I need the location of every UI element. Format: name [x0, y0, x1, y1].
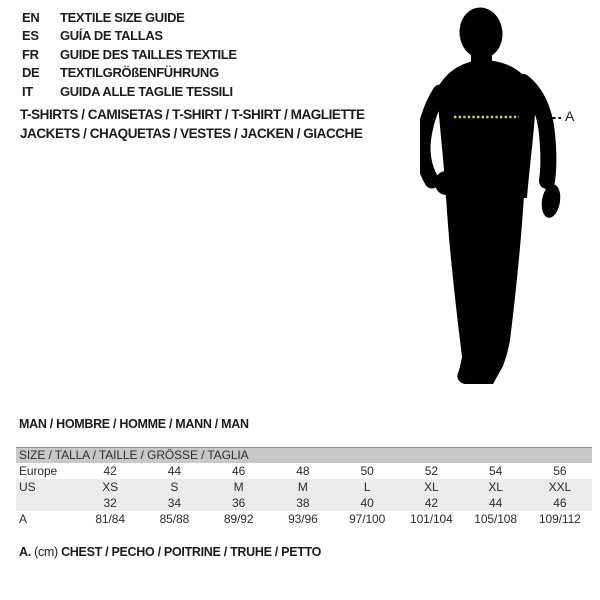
language-label: GUIDA ALLE TAGLIE TESSILI — [60, 83, 233, 99]
man-silhouette-figure — [420, 0, 600, 400]
us-number-cell: 40 — [360, 496, 374, 510]
us-number-cell: 38 — [296, 496, 310, 510]
us-size-cell: S — [170, 480, 179, 494]
footnote-text: CHEST / PECHO / POITRINE / TRUHE / PETTO — [61, 545, 322, 559]
language-row-it — [22, 83, 237, 101]
category-jackets: JACKETS / CHAQUETAS / VESTES / JACKEN / GIACCHE — [20, 125, 363, 141]
europe-size-cell: 54 — [489, 464, 503, 478]
language-label: GUÍA DE TALLAS — [60, 28, 163, 44]
language-code: IT — [22, 83, 33, 99]
language-label: TEXTILE SIZE GUIDE — [60, 10, 185, 25]
row-label-us: US — [19, 480, 36, 494]
us-size-cell: XL — [424, 480, 439, 494]
us-number-cell: 44 — [489, 496, 503, 510]
language-row-es — [22, 27, 237, 45]
footnote-marker: A. — [19, 545, 31, 559]
language-list — [22, 9, 237, 101]
chest-cm-cell: 85/88 — [159, 512, 190, 526]
europe-size-cell: 50 — [360, 464, 374, 478]
table-row-us-letters — [16, 479, 592, 495]
section-title-man: MAN / HOMBRE / HOMME / MANN / MAN — [19, 417, 249, 431]
measurement-footnote — [19, 544, 321, 561]
man-silhouette-svg — [420, 0, 600, 400]
language-row-fr — [22, 46, 237, 64]
us-size-cell: XS — [102, 480, 119, 494]
measure-label-a: A — [565, 108, 575, 124]
footnote-unit: (cm) — [34, 545, 58, 559]
language-code: DE — [22, 65, 40, 81]
table-row-us-numbers — [16, 495, 592, 511]
language-row-de — [22, 64, 237, 82]
us-number-cell: 36 — [232, 496, 246, 510]
language-label: TEXTILGRÖßENFÜHRUNG — [60, 65, 219, 81]
us-number-cell: 46 — [553, 496, 567, 510]
us-number-cell: 42 — [424, 496, 438, 510]
chest-cm-cell: 89/92 — [223, 512, 254, 526]
us-size-cell: M — [297, 480, 308, 494]
europe-size-cell: 52 — [424, 464, 438, 478]
us-size-cell: XXL — [548, 480, 572, 494]
table-row-chest-cm — [16, 511, 592, 527]
table-row-europe — [16, 463, 592, 479]
us-size-cell: M — [233, 480, 244, 494]
row-label-empty — [16, 495, 78, 511]
europe-size-cell: 44 — [167, 464, 181, 478]
language-row-en — [22, 9, 237, 27]
language-code: FR — [22, 46, 39, 62]
size-table-header: SIZE / TALLA / TAILLE / GRÖSSE / TAGLIA — [16, 447, 592, 463]
chest-cm-cell: 101/104 — [410, 512, 453, 526]
us-number-cell: 34 — [167, 496, 181, 510]
europe-size-cell: 48 — [296, 464, 310, 478]
chest-cm-cell: 93/96 — [288, 512, 318, 526]
language-code: ES — [22, 28, 39, 44]
silhouette-shape — [423, 5, 563, 384]
chest-cm-cell: 97/100 — [349, 512, 386, 526]
europe-size-cell: 42 — [103, 464, 117, 478]
row-label-a: A — [19, 512, 27, 526]
us-number-cell: 32 — [103, 496, 117, 510]
europe-size-cell: 46 — [232, 464, 246, 478]
category-tshirts: T-SHIRTS / CAMISETAS / T-SHIRT / T-SHIRT / MAGLIETTE — [20, 107, 365, 122]
size-table — [16, 447, 592, 527]
language-code: EN — [22, 10, 40, 25]
chest-cm-cell: 109/112 — [538, 512, 581, 526]
europe-size-cell: 56 — [553, 464, 567, 478]
row-label-europe: Europe — [19, 464, 58, 478]
us-size-cell: L — [363, 480, 371, 494]
language-label: GUIDE DES TAILLES TEXTILE — [60, 46, 237, 62]
chest-cm-cell: 81/84 — [95, 512, 125, 526]
chest-cm-cell: 105/108 — [474, 512, 517, 526]
garment-categories — [20, 106, 365, 143]
us-size-cell: XL — [488, 480, 503, 494]
